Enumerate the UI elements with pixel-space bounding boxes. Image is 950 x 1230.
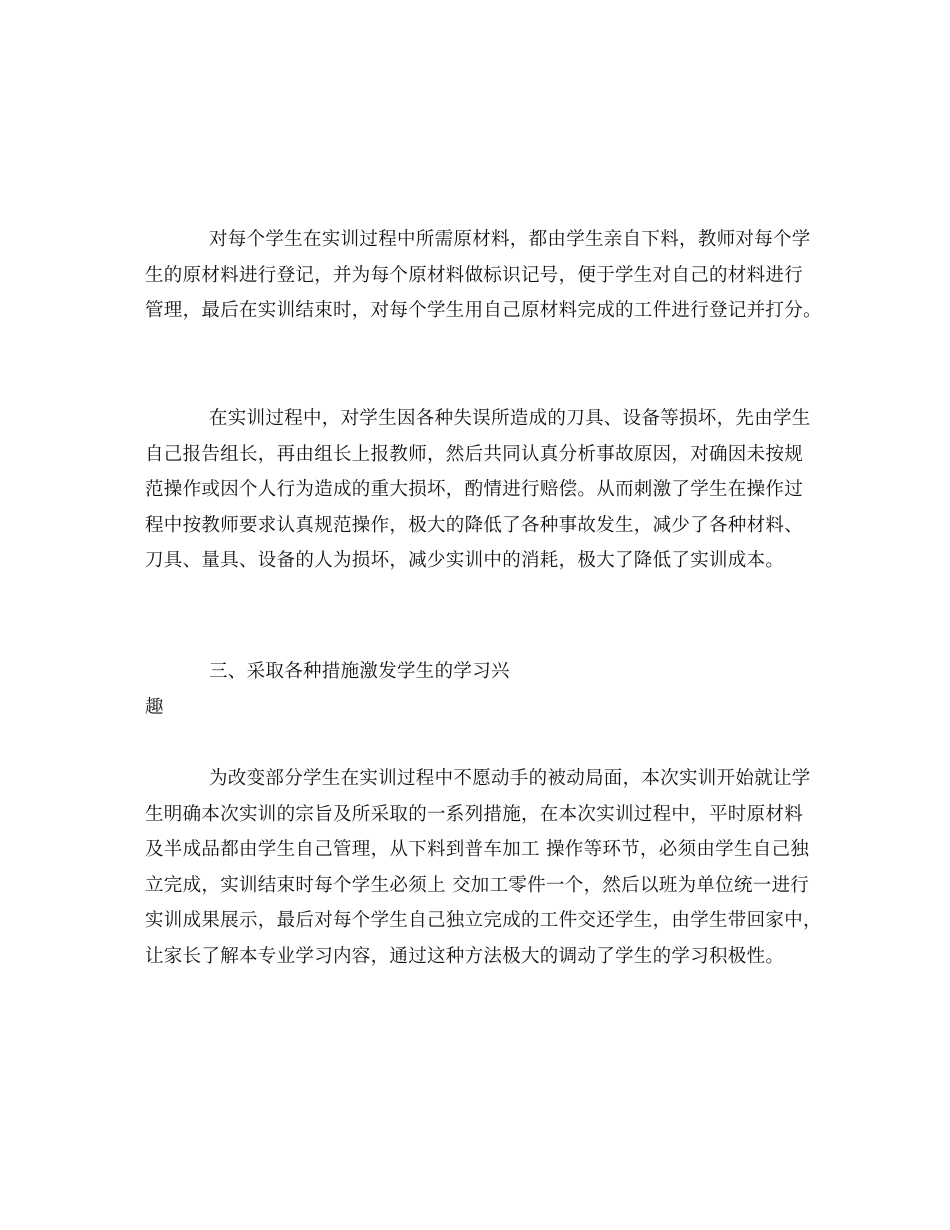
paragraph-materials: [145, 222, 822, 329]
section-heading: [145, 654, 810, 725]
text-line: 让家长了解本专业学习内容，通过这种方法极大的调动了学生的学习积极性。: [145, 945, 785, 967]
text-line: 自己报告组长，再由组长上报教师，然后共同认真分析事故原因，对确因未按规: [145, 443, 804, 465]
text-line: 生的原材料进行登记，并为每个原材料做标识记号，便于学生对自己的材料进行: [145, 264, 804, 286]
text-line: 在实训过程中，对学生因各种失误所造成的刀具、设备等损坏，先由学生: [209, 408, 811, 429]
paragraph-damage: [145, 401, 810, 579]
paragraph-interest: [145, 761, 822, 974]
text-line: 程中按教师要求认真规范操作，极大的降低了各种事故发生，减少了各种材料、: [145, 514, 804, 536]
text-line: 对每个学生在实训过程中所需原材料，都由学生亲自下料，教师对每个学: [209, 229, 811, 250]
text-line: 范操作或因个人行为造成的重大损坏，酌情进行赔偿。从而刺激了学生在操作过: [145, 479, 804, 500]
text-line: 生明确本次实训的宗旨及所采取的一系列措施，在本次实训过程中，平时原材料: [145, 803, 804, 825]
text-line: 立完成，实训结束时每个学生必须上 交加工零件一个，然后以班为单位统一进行: [145, 874, 810, 896]
text-line: 刀具、量具、设备的人为损坏，减少实训中的消耗，极大了降低了实训成本。: [145, 550, 785, 571]
heading-line: 三、采取各种措施激发学生的学习兴: [209, 661, 510, 682]
text-line: 为改变部分学生在实训过程中不愿动手的被动局面，本次实训开始就让学: [209, 768, 811, 789]
text-line: 管理，最后在实训结束时，对每个学生用自己原材料完成的工件进行登记并打分。: [145, 300, 822, 321]
heading-line: 趣: [145, 696, 164, 718]
text-line: 及半成品都由学生自己管理，从下料到普车加工 操作等环节，必须由学生自己独: [145, 839, 810, 860]
text-line: 实训成果展示，最后对每个学生自己独立完成的工件交还学生，由学生带回家中，: [145, 910, 822, 931]
